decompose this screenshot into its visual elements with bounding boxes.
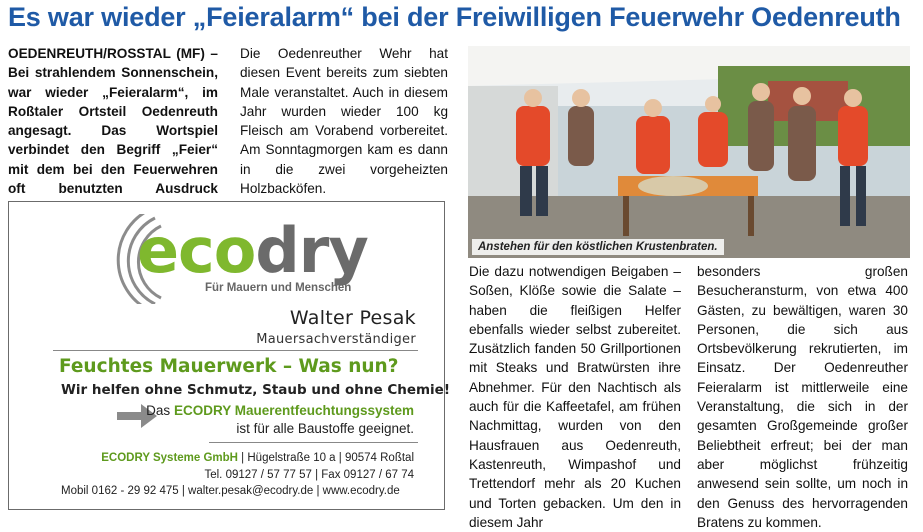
column-3-text: Die dazu notwendigen Beigaben – Soßen, Klöße sowie die Salate – haben die fleißigen Helfer ebenfalls wieder selbst zubereitet. Zusätzlich fanden 50 Grillportionen mit Steaks und Bratwürsten ihre Abnehmer. Für den Nachtisch als auch für die Kaffeetafel, am frühen Nachmittag, wurden von den Hausfrauen aus Oedenreuth, Kastenreuth, Wimpashof und Trettendorf mehr als 20 Kuchen und Torten gebacken. Um den in diesem Jahr (469, 264, 681, 530)
article-photo (468, 46, 910, 258)
ad-contact-line: Mobil 0162 - 29 92 475 | walter.pesak@ecodry.de | www.ecodry.de (61, 485, 400, 497)
ecodry-tagline: Für Mauern und Menschen (205, 282, 352, 294)
contact-person-role: Mauersachverständiger (256, 332, 416, 347)
article-column-3 (469, 262, 681, 532)
article-headline: Es war wieder „Feieralarm“ bei der Freiwilligen Feuerwehr Oedenreuth (8, 2, 901, 32)
ad-phone-line: Tel. 09127 / 57 77 57 | Fax 09127 / 67 74 (204, 469, 414, 481)
logo-dry-text: dry (255, 214, 368, 287)
ad-company-line (101, 452, 414, 464)
logo-eco-text: eco (137, 214, 256, 287)
column-4-text: besonders großen Besucheransturm, von etwa 400 Gästen, zu bewältigen, waren 30 Personen, die sich aus Ortsbevölkerung rekrutierten, im Einsatz. Der Oedenreuther Feieralarm ist mittlerweile eine Veranstaltung, die sich in der gesamten Großgemeinde großer Beliebtheit erfreut; bei der man aber möglichst frühzeitig anwesend sein sollte, um noch in den Genuss des hervorragenden Bratens zu kommen. (697, 264, 908, 530)
contact-person-name: Walter Pesak (289, 307, 416, 329)
intro-text: OEDENREUTH/ROSSTAL (MF) – Bei strahlendem Sonnenschein, war wieder „Feieralarm“, im Roßtaler Ortsteil Oedenreuth angesagt. Das Wortspiel verbindet den Begriff „Feier“ mit dem bei den Feuerwehren oft benutzten Ausdruck (8, 46, 218, 197)
company-address: | Hügelstraße 10 a | 90574 Roßtal (237, 452, 414, 464)
ad-divider-top (53, 350, 418, 351)
ad-subline: Wir helfen ohne Schmutz, Staub und ohne Chemie! (61, 382, 450, 398)
system-name: ECODRY Mauerentfeuchtungssystem (173, 403, 414, 418)
ad-system-suffix: ist für alle Baustoffe geeignet. (236, 421, 414, 436)
ecodry-logo-wordmark (137, 216, 368, 286)
ecodry-advertisement (8, 201, 450, 510)
article-intro (8, 44, 218, 218)
festival-photo-illustration (468, 46, 910, 258)
ad-system-line (146, 403, 414, 418)
system-prefix: Das (146, 403, 174, 418)
ad-headline: Feuchtes Mauerwerk – Was nun? (59, 356, 399, 377)
ad-divider-bottom (209, 442, 418, 443)
company-name: ECODRY Systeme GmbH (101, 452, 238, 464)
photo-caption: Anstehen für den köstlichen Krustenbraten. (472, 239, 724, 255)
column-2-text: Die Oedenreuther Wehr hat diesen Event bereits zum siebten Male veranstaltet. Auch in diesem Jahr wurden wieder 100 kg Fleisch am Vorabend vorbereitet. Am Sonntagmorgen kam es dann in die zwei vorgeheizten Holzbacköfen. (240, 46, 448, 197)
article-column-2 (240, 44, 448, 198)
article-column-4 (697, 262, 908, 532)
